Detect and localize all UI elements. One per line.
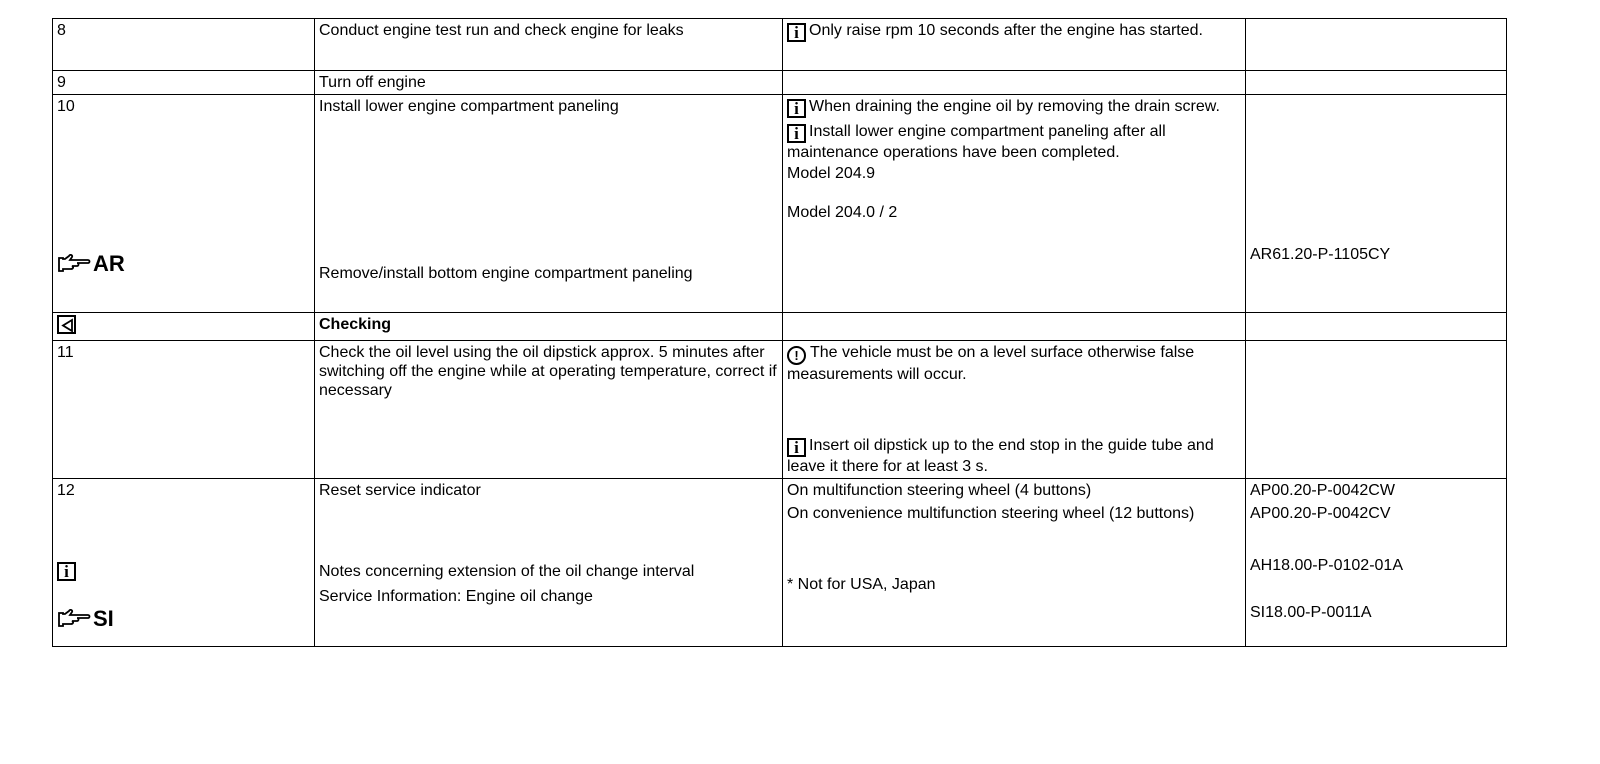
model-text: Model 204.9 <box>787 165 876 182</box>
table-row <box>53 71 1507 95</box>
step-number <box>53 95 315 313</box>
back-triangle-icon <box>57 315 76 334</box>
info-icon: i <box>787 99 806 118</box>
info-icon: i <box>57 562 76 581</box>
info-icon: i <box>787 438 806 457</box>
step-note <box>783 313 1246 341</box>
note-block <box>787 436 1240 476</box>
step-note <box>783 341 1246 479</box>
step-number: 11 <box>53 341 315 479</box>
doc-ref <box>1246 95 1507 313</box>
note-text: Only raise rpm 10 seconds after the engine has started. <box>809 22 1203 39</box>
si-action-text: Service Information: Engine oil change <box>319 588 593 605</box>
si-label: SI <box>93 606 114 631</box>
doc-ref <box>1246 313 1507 341</box>
note-block <box>787 97 1240 118</box>
ar-action-text: Remove/install bottom engine compartment paneling <box>319 265 693 282</box>
ar-label: AR <box>93 251 125 276</box>
step-note <box>783 479 1246 647</box>
doc-link[interactable]: SI18.00-P-0011A <box>1250 604 1372 621</box>
action-text: Install lower engine compartment paneling <box>319 98 619 115</box>
step-number <box>53 313 315 341</box>
procedure-table <box>52 18 1507 647</box>
doc-link[interactable]: AH18.00-P-0102-01A <box>1250 557 1403 574</box>
note-text: Insert oil dipstick up to the end stop in the guide tube and leave it there for at least 3 s. <box>787 437 1214 475</box>
info-action-text: Notes concerning extension of the oil change interval <box>319 563 695 580</box>
option-text: On multifunction steering wheel (4 buttons) <box>787 482 1092 499</box>
info-reference[interactable] <box>57 560 309 581</box>
table-row <box>53 19 1507 71</box>
warning-icon: ! <box>787 346 806 365</box>
model-text: Model 204.0 / 2 <box>787 204 898 221</box>
step-note <box>783 71 1246 95</box>
note-text: * Not for USA, Japan <box>787 576 936 593</box>
step-action: Check the oil level using the oil dipstick approx. 5 minutes after switching off the engine while at operating temperature, correct if necessary <box>315 341 783 479</box>
step-action <box>315 479 783 647</box>
doc-ref <box>1246 19 1507 71</box>
doc-link[interactable]: AP00.20-P-0042CW <box>1250 482 1395 499</box>
ar-reference[interactable] <box>57 252 125 276</box>
step-number <box>53 479 315 647</box>
step-note <box>783 19 1246 71</box>
pointing-hand-icon <box>57 609 91 629</box>
warning-block <box>787 343 1240 384</box>
doc-link[interactable]: AR61.20-P-1105CY <box>1250 246 1391 263</box>
step-number-text: 12 <box>57 482 75 499</box>
step-number-text: 10 <box>57 98 75 115</box>
table-row <box>53 95 1507 313</box>
section-heading: Checking <box>315 313 783 341</box>
table-row <box>53 341 1507 479</box>
warning-text: The vehicle must be on a level surface otherwise false measurements will occur. <box>787 344 1195 383</box>
step-number: 8 <box>53 19 315 71</box>
step-note <box>783 95 1246 313</box>
step-action: Turn off engine <box>315 71 783 95</box>
note-text: Install lower engine compartment paneling after all maintenance operations have been completed. <box>787 123 1166 161</box>
doc-ref <box>1246 71 1507 95</box>
option-text: On convenience multifunction steering wheel (12 buttons) <box>787 505 1195 522</box>
doc-ref <box>1246 341 1507 479</box>
doc-link[interactable]: AP00.20-P-0042CV <box>1250 505 1391 522</box>
note-block <box>787 122 1240 162</box>
info-icon: i <box>787 124 806 143</box>
pointing-hand-icon <box>57 254 91 274</box>
si-reference[interactable] <box>57 607 114 631</box>
table-row <box>53 313 1507 341</box>
step-action <box>315 95 783 313</box>
action-text: Reset service indicator <box>319 482 481 499</box>
doc-ref <box>1246 479 1507 647</box>
step-action: Conduct engine test run and check engine for leaks <box>315 19 783 71</box>
table-row <box>53 479 1507 647</box>
note-text: When draining the engine oil by removing the drain screw. <box>809 98 1220 115</box>
info-icon: i <box>787 23 806 42</box>
step-number: 9 <box>53 71 315 95</box>
